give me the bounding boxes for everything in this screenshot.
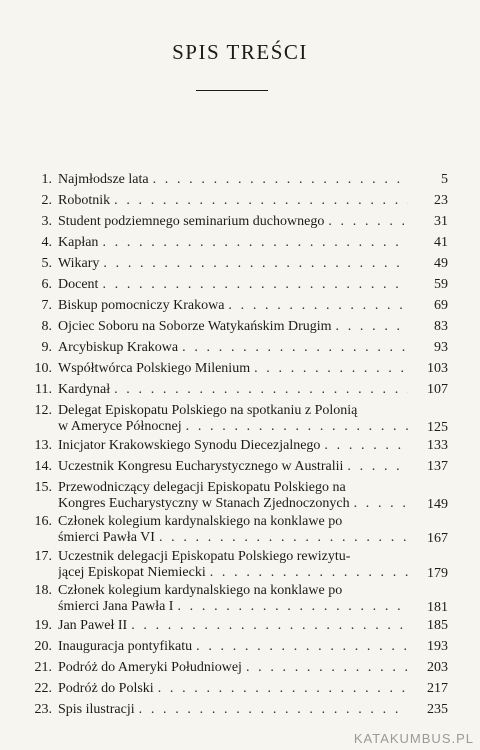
dot-leader [131, 618, 408, 634]
toc-entry-number: 16. [34, 514, 52, 529]
dot-leader [158, 681, 408, 697]
toc-entry [30, 702, 448, 723]
toc-entry [30, 480, 448, 515]
toc-entry-page-number: 59 [434, 277, 448, 292]
toc-entry-page-number: 69 [434, 298, 448, 313]
watermark: KATAKUMBUS.PL [353, 731, 474, 746]
dot-leader [328, 214, 408, 230]
dot-leader [103, 256, 408, 272]
toc-entry [30, 660, 448, 681]
toc-entry-title: Student podziemnego seminarium duchownego [58, 214, 325, 229]
page-title: SPIS TREŚCI [172, 40, 308, 64]
toc-entry-page-number: 235 [427, 701, 448, 717]
toc-entry-page-number: 107 [427, 382, 448, 397]
toc-entry-page-number: 49 [434, 256, 448, 271]
toc-entry-title: Kongres Eucharystyczny w Stanach Zjednoczonych [58, 495, 350, 511]
toc-entry-title: Uczestnik Kongresu Eucharystycznego w Australii [58, 458, 344, 474]
toc-entry-number: 7. [41, 298, 52, 313]
toc-entry-title: w Ameryce Północnej [58, 419, 182, 435]
toc-entry-page-number: 185 [427, 617, 448, 633]
toc-entry-title: Delegat Episkopatu Polskiego na spotkaniu z Polonią [58, 403, 358, 418]
toc-entry-page-number: 137 [427, 458, 448, 474]
toc-entry-number: 1. [41, 172, 52, 187]
table-of-contents [30, 172, 448, 723]
toc-entry [30, 514, 448, 549]
toc-entry-number: 8. [41, 319, 52, 334]
toc-entry-title: jącej Episkopat Niemiecki [58, 564, 206, 580]
dot-leader [102, 235, 408, 251]
toc-entry-number: 14. [34, 458, 52, 474]
toc-entry-number: 3. [41, 214, 52, 229]
toc-entry-page-number: 193 [427, 638, 448, 654]
dot-leader [182, 340, 408, 356]
toc-entry-page-number: 31 [434, 214, 448, 229]
toc-entry-number: 17. [34, 548, 52, 564]
toc-entry-page-number: 179 [427, 565, 448, 581]
toc-entry-title: Kapłan [58, 235, 99, 250]
toc-entry-page-number: 103 [427, 361, 448, 376]
toc-entry-page-number: 133 [427, 437, 448, 453]
toc-entry [30, 193, 448, 214]
toc-entry [30, 172, 448, 193]
toc-entry-number: 21. [34, 659, 52, 675]
toc-entry-title: Współtwórca Polskiego Milenium [58, 361, 251, 376]
toc-entry-title: Uczestnik delegacji Episkopatu Polskiego rewizytu- [58, 548, 351, 564]
dot-leader [177, 599, 408, 615]
toc-entry-number: 10. [34, 361, 52, 376]
toc-entry-number: 15. [34, 479, 52, 495]
toc-entry [30, 277, 448, 298]
toc-entry [30, 438, 448, 459]
toc-entry-title: Inauguracja pontyfikatu [58, 638, 193, 654]
dot-leader [354, 496, 408, 512]
toc-entry-number: 6. [41, 277, 52, 292]
toc-entry-page-number: 5 [441, 172, 448, 187]
toc-entry [30, 639, 448, 660]
toc-entry-number: 13. [34, 437, 52, 453]
toc-entry-title: śmierci Jana Pawła I [58, 599, 174, 615]
toc-entry-number: 18. [34, 583, 52, 598]
toc-entry-title: Wikary [58, 256, 100, 271]
toc-entry-title: Przewodniczący delegacji Episkopatu Polskiego na [58, 479, 346, 495]
toc-entry-title: Inicjator Krakowskiego Synodu Diecezjalnego [58, 437, 321, 453]
dot-leader [153, 172, 408, 188]
toc-entry [30, 235, 448, 256]
dot-leader [347, 459, 408, 475]
toc-entry-number: 4. [41, 235, 52, 250]
toc-entry-title: Kardynał [58, 382, 111, 397]
toc-entry-page-number: 83 [434, 319, 448, 334]
toc-entry [30, 681, 448, 702]
title-divider [196, 90, 268, 91]
dot-leader [196, 639, 408, 655]
dot-leader [114, 193, 408, 209]
toc-entry-title: Arcybiskup Krakowa [58, 340, 179, 355]
toc-entry-page-number: 125 [427, 420, 448, 436]
dot-leader [228, 298, 408, 314]
toc-entry-title: Robotnik [58, 193, 111, 208]
toc-entry-title: Członek kolegium kardynalskiego na konklawe po [58, 514, 343, 529]
toc-entry [30, 361, 448, 382]
dot-leader [336, 319, 408, 335]
toc-entry-title: Ojciec Soboru na Soborze Watykańskim Drugim [58, 319, 332, 334]
toc-entry-title: Podróż do Polski [58, 680, 154, 696]
toc-entry-number: 12. [34, 403, 52, 418]
toc-entry-number: 20. [34, 638, 52, 654]
toc-entry [30, 583, 448, 618]
dot-leader [210, 565, 408, 581]
toc-entry-page-number: 167 [427, 531, 448, 547]
dot-leader [159, 530, 408, 546]
dot-leader [114, 382, 408, 398]
toc-entry-number: 23. [34, 701, 52, 717]
toc-entry-page-number: 181 [427, 600, 448, 616]
toc-entry-title: Podróż do Ameryki Południowej [58, 659, 242, 675]
toc-entry-page-number: 203 [427, 659, 448, 675]
toc-entry-title: Najmłodsze lata [58, 172, 149, 187]
toc-entry-title: Docent [58, 277, 99, 292]
toc-entry-page-number: 217 [427, 680, 448, 696]
toc-entry [30, 298, 448, 319]
dot-leader [139, 702, 408, 718]
toc-entry-number: 9. [41, 340, 52, 355]
dot-leader [254, 361, 408, 377]
toc-entry [30, 319, 448, 340]
toc-entry [30, 340, 448, 361]
dot-leader [102, 277, 408, 293]
toc-entry-number: 11. [35, 382, 52, 397]
toc-entry-page-number: 41 [434, 235, 448, 250]
toc-entry [30, 256, 448, 277]
toc-entry-title: Biskup pomocniczy Krakowa [58, 298, 225, 313]
toc-entry-title: Spis ilustracji [58, 701, 135, 717]
toc-entry-page-number: 23 [434, 193, 448, 208]
toc-entry-number: 5. [41, 256, 52, 271]
toc-entry-number: 19. [34, 617, 52, 633]
dot-leader [324, 438, 408, 454]
toc-entry [30, 382, 448, 403]
toc-entry [30, 403, 448, 438]
toc-entry-title: Jan Paweł II [58, 617, 128, 633]
dot-leader [246, 660, 408, 676]
toc-entry-page-number: 93 [434, 340, 448, 355]
dot-leader [186, 419, 408, 435]
toc-entry-title: Członek kolegium kardynalskiego na konklawe po [58, 583, 343, 598]
toc-entry [30, 214, 448, 235]
toc-entry [30, 459, 448, 480]
toc-entry-title: śmierci Pawła VI [58, 530, 155, 546]
toc-entry-number: 22. [34, 680, 52, 696]
toc-entry-number: 2. [41, 193, 52, 208]
toc-entry [30, 618, 448, 639]
toc-entry-page-number: 149 [427, 496, 448, 512]
toc-entry [30, 549, 448, 584]
